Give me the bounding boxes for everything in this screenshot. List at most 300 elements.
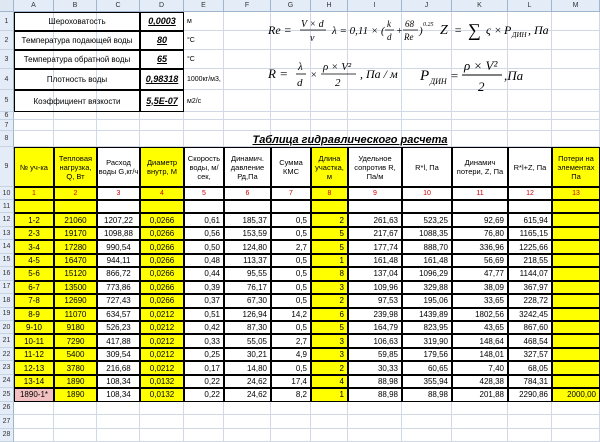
index-cell: 6 — [224, 187, 271, 200]
table-cell: 108,34 — [97, 375, 140, 388]
svg-text:λ: λ — [298, 61, 303, 73]
table-cell: 1207,22 — [97, 213, 140, 226]
param-value[interactable]: 65 — [140, 50, 184, 69]
r-formula-svg — [268, 56, 418, 96]
table-cell: 0,0132 — [140, 375, 184, 388]
blank-cell — [224, 200, 271, 213]
row-header-23[interactable]: 23 — [0, 361, 14, 374]
table-cell: 0,51 — [184, 308, 224, 321]
table-cell: 329,88 — [402, 281, 452, 294]
table-cell: 3 — [311, 334, 348, 347]
table-cell: 990,54 — [97, 240, 140, 253]
index-cell: 3 — [97, 187, 140, 200]
table-cell: 109,96 — [348, 281, 402, 294]
table-cell: 0,25 — [184, 348, 224, 361]
table-cell: 867,60 — [508, 321, 552, 334]
formula-pdin — [420, 56, 530, 100]
table-cell: 24,62 — [224, 388, 271, 401]
table-cell: 0,61 — [184, 213, 224, 226]
table-cell: 0,22 — [184, 388, 224, 401]
table-cell: 0,0266 — [140, 254, 184, 267]
table-cell: 773,86 — [97, 281, 140, 294]
table-cell: 0,0132 — [140, 388, 184, 401]
table-cell: 5 — [311, 240, 348, 253]
header-cell: Скорость воды, м/сек, — [184, 147, 224, 187]
table-cell: 113,37 — [224, 254, 271, 267]
row-header-10[interactable]: 10 — [0, 187, 14, 200]
table-cell: 92,69 — [452, 213, 508, 226]
formula-r — [268, 56, 418, 98]
table-cell[interactable]: 2-3 — [14, 227, 54, 240]
row-header-19[interactable]: 19 — [0, 308, 14, 321]
table-cell: 0,0266 — [140, 227, 184, 240]
table-cell: 179,56 — [402, 348, 452, 361]
table-cell: 0,22 — [184, 375, 224, 388]
table-cell — [552, 267, 600, 280]
svg-text:Re =: Re = — [268, 23, 292, 37]
table-cell: 24,62 — [224, 375, 271, 388]
pdin-formula-svg — [420, 56, 530, 98]
table-cell[interactable]: 8-9 — [14, 308, 54, 321]
row-header-11[interactable]: 11 — [0, 200, 14, 213]
table-cell: 33,65 — [452, 294, 508, 307]
table-cell: 5 — [311, 321, 348, 334]
table-cell: 0,5 — [271, 213, 311, 226]
header-cell: R*l+Z, Па — [508, 147, 552, 187]
svg-text:V × d: V × d — [301, 19, 324, 30]
blank-cell — [184, 200, 224, 213]
table-cell: 0,0266 — [140, 281, 184, 294]
svg-text:2: 2 — [478, 79, 485, 94]
table-cell: 55,05 — [224, 334, 271, 347]
table-cell: 108,34 — [97, 388, 140, 401]
svg-text:ρ × V²: ρ × V² — [323, 61, 352, 73]
index-cell: 13 — [552, 187, 600, 200]
table-cell: 784,31 — [508, 375, 552, 388]
index-cell: 11 — [452, 187, 508, 200]
formula-re — [268, 16, 328, 51]
table-cell: 216,68 — [97, 361, 140, 374]
table-cell: 195,06 — [402, 294, 452, 307]
table-cell: 0,5 — [271, 361, 311, 374]
svg-text:ν: ν — [310, 33, 315, 44]
param-label: Плотность воды — [14, 69, 140, 90]
table-cell: 823,95 — [402, 321, 452, 334]
svg-text:R =: R = — [268, 66, 288, 81]
select-all-corner[interactable] — [0, 0, 14, 12]
lambda-formula-svg — [332, 16, 432, 48]
table-cell: 0,39 — [184, 281, 224, 294]
index-cell: 7 — [271, 187, 311, 200]
row-header-1[interactable]: 1 — [0, 12, 14, 31]
table-cell[interactable]: 10-11 — [14, 334, 54, 347]
table-cell: 5 — [311, 227, 348, 240]
param-unit: °C — [187, 37, 195, 44]
svg-text:Re: Re — [404, 32, 414, 42]
table-cell: 428,38 — [452, 375, 508, 388]
index-cell: 8 — [311, 187, 348, 200]
row-header-28[interactable]: 28 — [0, 429, 14, 442]
table-cell: 1165,15 — [508, 227, 552, 240]
table-cell: 217,67 — [348, 227, 402, 240]
svg-text:, Па: , Па — [528, 23, 549, 37]
table-cell: 148,64 — [452, 334, 508, 347]
svg-text:, Па / м: , Па / м — [360, 67, 398, 81]
table-cell: 17280 — [54, 240, 97, 253]
table-cell: 153,59 — [224, 227, 271, 240]
table-cell: 161,48 — [348, 254, 402, 267]
row-header-15[interactable]: 15 — [0, 254, 14, 267]
table-cell: 1088,35 — [402, 227, 452, 240]
table-cell[interactable]: 9-10 — [14, 321, 54, 334]
header-cell: Длина участка, м — [311, 147, 348, 187]
table-cell: 137,04 — [348, 267, 402, 280]
header-cell: Динамич потери, Z, Па — [452, 147, 508, 187]
svg-text:×: × — [310, 69, 318, 81]
table-cell: 239,98 — [348, 308, 402, 321]
table-cell: 11070 — [54, 308, 97, 321]
blank-cell — [271, 200, 311, 213]
row-header-2[interactable]: 2 — [0, 31, 14, 50]
row-header-25[interactable]: 25 — [0, 388, 14, 401]
param-value[interactable]: 80 — [140, 31, 184, 50]
table-cell: 0,5 — [271, 227, 311, 240]
table-cell[interactable]: 1-2 — [14, 213, 54, 226]
svg-text:ρ × V²: ρ × V² — [464, 58, 498, 73]
table-cell — [552, 375, 600, 388]
table-cell: 309,54 — [97, 348, 140, 361]
table-cell: 95,55 — [224, 267, 271, 280]
column-header-g[interactable]: G — [271, 0, 311, 12]
header-cell: Удельное сопротив R, Па/м — [348, 147, 402, 187]
row-header-6[interactable]: 6 — [0, 112, 14, 120]
table-cell: 1439,89 — [402, 308, 452, 321]
param-unit: °C — [187, 56, 195, 63]
table-cell: 0,48 — [184, 254, 224, 267]
header-cell: Динамич. давление Рд,Па — [224, 147, 271, 187]
column-header-a[interactable]: A — [14, 0, 54, 12]
row-header-4[interactable]: 4 — [0, 69, 14, 90]
row-header-7[interactable]: 7 — [0, 120, 14, 131]
param-unit: м2/с — [187, 97, 202, 105]
table-cell: 12690 — [54, 294, 97, 307]
table-cell: 6 — [311, 308, 348, 321]
table-cell: 228,72 — [508, 294, 552, 307]
table-cell: 3 — [311, 281, 348, 294]
grid-hline — [14, 130, 600, 131]
param-label: Температура обратной воды — [14, 50, 140, 69]
formula-z — [440, 18, 570, 50]
svg-text:∑: ∑ — [468, 20, 481, 40]
blank-cell — [140, 200, 184, 213]
table-cell: 7290 — [54, 334, 97, 347]
svg-text:P: P — [504, 23, 512, 37]
table-cell: 4 — [311, 375, 348, 388]
table-cell — [552, 254, 600, 267]
blank-cell — [552, 200, 600, 213]
table-cell: 319,90 — [402, 334, 452, 347]
table-cell: 5400 — [54, 348, 97, 361]
table-cell[interactable]: 4-5 — [14, 254, 54, 267]
column-header-e[interactable]: E — [184, 0, 224, 12]
header-cell: R*l, Па — [402, 147, 452, 187]
table-cell[interactable]: 13-14 — [14, 375, 54, 388]
table-cell — [552, 348, 600, 361]
z-formula-svg — [440, 18, 570, 46]
table-cell: 177,74 — [348, 240, 402, 253]
row-header-13[interactable]: 13 — [0, 227, 14, 240]
table-cell: 185,37 — [224, 213, 271, 226]
svg-text:): ) — [419, 25, 423, 37]
table-cell[interactable]: 7-8 — [14, 294, 54, 307]
table-cell: 148,01 — [452, 348, 508, 361]
table-cell[interactable]: 11-12 — [14, 348, 54, 361]
row-header-21[interactable]: 21 — [0, 334, 14, 347]
table-cell: 888,70 — [402, 240, 452, 253]
table-cell: 3 — [311, 348, 348, 361]
table-cell: 2290,86 — [508, 388, 552, 401]
blank-cell — [54, 200, 97, 213]
index-cell: 9 — [348, 187, 402, 200]
table-cell: 0,0212 — [140, 348, 184, 361]
table-cell: 218,55 — [508, 254, 552, 267]
blank-cell — [348, 200, 402, 213]
index-cell: 2 — [54, 187, 97, 200]
param-label: Коэффициент вязкости — [14, 90, 140, 112]
table-cell: 0,33 — [184, 334, 224, 347]
param-unit: м — [187, 18, 192, 25]
table-cell: 97,53 — [348, 294, 402, 307]
table-cell: 3242,45 — [508, 308, 552, 321]
table-cell[interactable]: 6-7 — [14, 281, 54, 294]
table-cell: 0,0212 — [140, 334, 184, 347]
svg-text:Z: Z — [440, 23, 448, 38]
table-cell[interactable]: 1890-1* — [14, 388, 54, 401]
table-cell: 944,11 — [97, 254, 140, 267]
table-cell: 1 — [311, 254, 348, 267]
table-cell: 67,30 — [224, 294, 271, 307]
param-value[interactable]: 0,98318 — [140, 69, 184, 90]
table-cell: 201,88 — [452, 388, 508, 401]
svg-text:+: + — [396, 26, 403, 37]
formula-lambda — [332, 16, 432, 50]
column-header-d[interactable]: D — [140, 0, 184, 12]
index-cell: 12 — [508, 187, 552, 200]
table-cell: 261,63 — [348, 213, 402, 226]
table-cell: 1098,88 — [97, 227, 140, 240]
table-cell: 615,94 — [508, 213, 552, 226]
table-cell: 3780 — [54, 361, 97, 374]
table-cell — [552, 334, 600, 347]
svg-text:ДИН: ДИН — [512, 31, 527, 39]
blank-cell — [97, 200, 140, 213]
table-cell: 2,7 — [271, 240, 311, 253]
table-cell: 2 — [311, 294, 348, 307]
table-cell: 87,30 — [224, 321, 271, 334]
column-header-f[interactable]: F — [224, 0, 271, 12]
column-header-c[interactable]: C — [97, 0, 140, 12]
table-cell[interactable]: 3-4 — [14, 240, 54, 253]
table-cell: 1 — [311, 388, 348, 401]
table-cell: 1890 — [54, 375, 97, 388]
table-cell: 161,48 — [402, 254, 452, 267]
column-header-l[interactable]: L — [508, 0, 552, 12]
row-header-5[interactable]: 5 — [0, 90, 14, 112]
svg-text:68: 68 — [405, 19, 414, 29]
table-cell — [552, 213, 600, 226]
svg-text:λ = 0,11 × (: λ = 0,11 × ( — [332, 25, 385, 37]
svg-text:P: P — [420, 68, 430, 84]
row-header-8[interactable]: 8 — [0, 131, 14, 147]
svg-text:ДИН: ДИН — [430, 77, 447, 86]
row-header-27[interactable]: 27 — [0, 415, 14, 428]
table-cell[interactable]: 12-13 — [14, 361, 54, 374]
blank-cell — [311, 200, 348, 213]
table-cell — [552, 227, 600, 240]
table-cell — [552, 321, 600, 334]
table-cell: 0,44 — [184, 267, 224, 280]
table-cell: 14,2 — [271, 308, 311, 321]
table-cell: 76,80 — [452, 227, 508, 240]
svg-text:=: = — [450, 68, 459, 83]
row-header-20[interactable]: 20 — [0, 321, 14, 334]
param-unit: 1000кг/м3, — [187, 76, 221, 83]
svg-text:ς ×: ς × — [486, 23, 502, 37]
row-header-12[interactable]: 12 — [0, 213, 14, 226]
row-header-26[interactable]: 26 — [0, 402, 14, 415]
table-cell: 164,79 — [348, 321, 402, 334]
table-cell: 7,40 — [452, 361, 508, 374]
grid-hline — [14, 428, 600, 429]
table-cell: 124,80 — [224, 240, 271, 253]
table-cell: 336,96 — [452, 240, 508, 253]
svg-text:d: d — [387, 32, 392, 42]
table-cell: 0,50 — [184, 240, 224, 253]
header-cell: Потери на элементах Па — [552, 147, 600, 187]
column-header-h[interactable]: H — [311, 0, 348, 12]
table-cell: 526,23 — [97, 321, 140, 334]
row-header-22[interactable]: 22 — [0, 348, 14, 361]
table-cell: 47,77 — [452, 267, 508, 280]
table-cell: 0,0212 — [140, 361, 184, 374]
table-cell: 106,63 — [348, 334, 402, 347]
table-cell[interactable]: 5-6 — [14, 267, 54, 280]
table-cell: 13500 — [54, 281, 97, 294]
table-cell: 2,7 — [271, 334, 311, 347]
svg-text:2: 2 — [335, 77, 341, 89]
table-cell: 38,09 — [452, 281, 508, 294]
table-cell: 60,65 — [402, 361, 452, 374]
table-cell: 634,57 — [97, 308, 140, 321]
row-header-16[interactable]: 16 — [0, 267, 14, 280]
param-label: Температура подающей воды — [14, 31, 140, 50]
table-cell: 8 — [311, 267, 348, 280]
param-label: Шероховатость — [14, 12, 140, 31]
table-cell: 0,5 — [271, 254, 311, 267]
table-cell: 68,05 — [508, 361, 552, 374]
table-cell: 14,80 — [224, 361, 271, 374]
table-cell: 76,17 — [224, 281, 271, 294]
table-cell: 0,5 — [271, 281, 311, 294]
table-cell: 0,5 — [271, 321, 311, 334]
table-cell: 0,0266 — [140, 267, 184, 280]
grid-hline — [14, 119, 600, 120]
blank-cell — [452, 200, 508, 213]
column-header-i[interactable]: I — [348, 0, 402, 12]
row-header-14[interactable]: 14 — [0, 240, 14, 253]
table-cell — [552, 308, 600, 321]
svg-text:=: = — [454, 23, 463, 37]
grid-hline — [14, 414, 600, 415]
table-cell: 2 — [311, 361, 348, 374]
column-header-k[interactable]: K — [452, 0, 508, 12]
row-header-18[interactable]: 18 — [0, 294, 14, 307]
index-cell: 5 — [184, 187, 224, 200]
table-cell: 0,5 — [271, 294, 311, 307]
table-cell: 0,37 — [184, 294, 224, 307]
table-cell: 59,85 — [348, 348, 402, 361]
table-cell: 0,0212 — [140, 321, 184, 334]
table-cell: 0,0266 — [140, 294, 184, 307]
table-cell: 19170 — [54, 227, 97, 240]
svg-text:,Па: ,Па — [504, 68, 524, 83]
index-cell: 10 — [402, 187, 452, 200]
table-cell: 1225,66 — [508, 240, 552, 253]
row-header-3[interactable]: 3 — [0, 50, 14, 69]
table-cell — [552, 361, 600, 374]
header-cell: Тепловая нагрузка, Q, Вт — [54, 147, 97, 187]
column-header-j[interactable]: J — [402, 0, 452, 12]
table-cell: 9180 — [54, 321, 97, 334]
table-cell: 2000,00 — [552, 388, 600, 401]
row-header-24[interactable]: 24 — [0, 375, 14, 388]
table-cell: 0,0266 — [140, 213, 184, 226]
header-cell: № уч-ка — [14, 147, 54, 187]
table-cell: 468,54 — [508, 334, 552, 347]
table-cell: 1096,29 — [402, 267, 452, 280]
svg-text:0.25: 0.25 — [423, 22, 434, 28]
table-cell: 355,94 — [402, 375, 452, 388]
row-header-9[interactable]: 9 — [0, 147, 14, 187]
blank-cell — [402, 200, 452, 213]
table-cell: 0,0212 — [140, 308, 184, 321]
row-header-17[interactable]: 17 — [0, 281, 14, 294]
table-cell: 21060 — [54, 213, 97, 226]
blank-cell — [508, 200, 552, 213]
table-cell: 30,21 — [224, 348, 271, 361]
table-cell: 0,56 — [184, 227, 224, 240]
param-value[interactable]: 0,0003 — [140, 12, 184, 31]
header-cell: Расход воды G,кг/ч — [97, 147, 140, 187]
table-cell: 126,94 — [224, 308, 271, 321]
table-cell — [552, 281, 600, 294]
column-header-m[interactable]: M — [552, 0, 600, 12]
table-cell: 17,4 — [271, 375, 311, 388]
re-formula-svg — [268, 16, 328, 48]
index-cell: 1 — [14, 187, 54, 200]
svg-text:d: d — [297, 77, 303, 89]
table-cell: 0,17 — [184, 361, 224, 374]
column-header-b[interactable]: B — [54, 0, 97, 12]
table-cell: 0,0266 — [140, 240, 184, 253]
table-cell: 8,2 — [271, 388, 311, 401]
table-cell: 0,5 — [271, 267, 311, 280]
header-cell: Сумма КМС — [271, 147, 311, 187]
table-cell: 15120 — [54, 267, 97, 280]
table-cell: 1802,56 — [452, 308, 508, 321]
param-value[interactable]: 5,5E-07 — [140, 90, 184, 112]
table-cell: 88,98 — [402, 388, 452, 401]
